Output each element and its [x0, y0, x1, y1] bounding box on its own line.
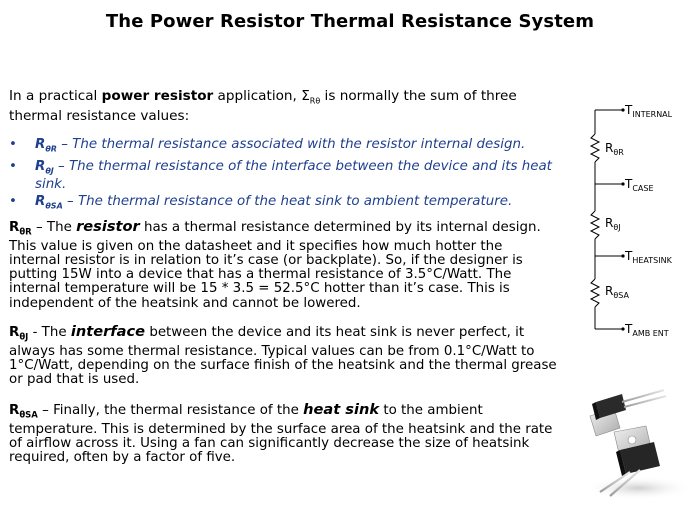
para-label-sub: θR [19, 227, 32, 238]
resistor-zigzag [591, 211, 599, 239]
bullet-term: R [35, 158, 46, 174]
bullet-term-sub: θSA [45, 202, 63, 212]
bullet-text: – The thermal resistance of the heat sink to ambient temperature. [62, 194, 513, 210]
para-body: to the ambient temperature. This is determined by the surface area of the heatsink and the rate of airflow across it. Using a fan can significantly decrease the size of heatsink required, often by a factor of five. [9, 403, 553, 466]
node-label-heatsink: $T_{HEATSINK}$ [625, 249, 672, 265]
sigma-symbol: Σ [301, 88, 310, 104]
bullet-item [9, 138, 554, 157]
para-body: between the device and its heat sink is never perfect, it always has some thermal resistance. Typical values can be from 0.1°C/Watt to 1°C/Watt, depending on the surface finish of the heatsink and the thermal grease or pad that is used. [9, 325, 557, 388]
bullet-dot: • [9, 137, 17, 152]
para-label: R [9, 325, 20, 340]
para-body: has a thermal resistance determined by its internal design. This value is given on the datasheet and it specifies how much hotter the internal resistor is in relation to it’s case (or backplate). So, if the designer is putting 15W into a device that has a thermal resistance of 3.5°C/Watt. The internal temperature will be 15 * 3.5 = 52.5°C hotter than it’s case. This is independent of the heatsink and cannot be lowered. [9, 220, 541, 311]
bullet-text: – The thermal resistance associated with the resistor internal design. [56, 137, 526, 152]
intro-bold: power resistor [101, 88, 214, 104]
resistor-zigzag [591, 134, 599, 162]
node-label-ambient: $T_{AMB ENT}$ [625, 322, 669, 338]
para-label: R [9, 403, 20, 418]
para-pre: - The [28, 325, 71, 340]
paragraph-resistor [9, 220, 557, 311]
para-pre: – Finally, the thermal resistance of the [37, 403, 304, 418]
bullet-item [9, 195, 554, 214]
bullet-dot: • [9, 194, 17, 210]
para-label-sub: θSA [19, 410, 38, 421]
bullet-dot: • [9, 158, 17, 174]
paragraph-interface [9, 325, 557, 387]
bullet-list [9, 138, 554, 217]
intro-text [9, 89, 549, 123]
intro-mid: application, [213, 88, 302, 104]
resistor-zigzag [591, 279, 599, 307]
para-term: resistor [76, 218, 140, 235]
thermal-resistance-diagram [580, 96, 700, 346]
resistor-product-photo [566, 380, 696, 505]
bullet-item [9, 160, 554, 193]
node-label-internal: $T_{INTERNAL}$ [625, 103, 673, 119]
page-title: The Power Resistor Thermal Resistance System [105, 11, 595, 32]
resistor-label-r: $R_{\theta R}$ [605, 141, 624, 157]
para-label-sub: θJ [19, 332, 29, 343]
resistor-label-j: $R_{\theta J}$ [605, 216, 621, 232]
para-term: heat sink [303, 401, 380, 418]
intro-post: is normally the sum of three thermal resistance values: [9, 88, 517, 124]
bullet-term-sub: θR [45, 144, 57, 154]
sigma-subscript: Rθ [309, 96, 321, 106]
para-label: R [9, 220, 20, 235]
paragraph-heatsink [9, 403, 557, 465]
bullet-term: R [35, 194, 46, 210]
photo-shadow [583, 476, 693, 500]
para-pre: – The [31, 220, 77, 235]
node-label-case: $T_{CASE}$ [625, 177, 654, 193]
resistor-label-sa: $R_{\theta SA}$ [605, 284, 629, 300]
intro-pre: In a practical [9, 88, 102, 104]
bullet-term: R [35, 137, 46, 152]
bullet-term-sub: θJ [45, 166, 54, 176]
para-term: interface [70, 323, 146, 340]
bullet-text: – The thermal resistance of the interface between the device and its heat sink. [35, 158, 552, 193]
